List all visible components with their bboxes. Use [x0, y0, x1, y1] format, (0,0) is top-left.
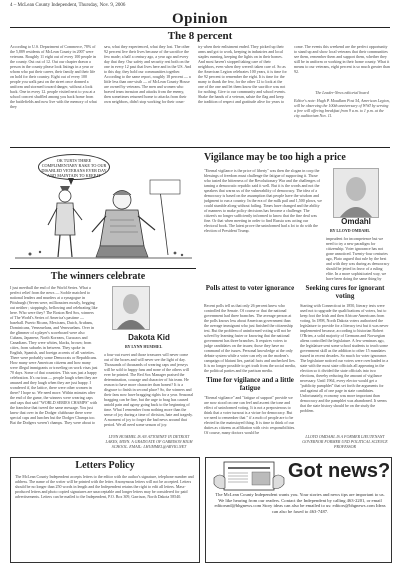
vigilance-col1: "Eternal vigilance is the price of liberty" was then the slogan in corp the blessings of freedom must challenge the fatigue of supporting it. Those who tasted the bitterness of the Revolutionary War and the challenges of taming a democratic republic said it well. But it is the words and not the speakers that warns us of the vulnerability of democracy. The idea of a democracy is based on the assumption that people have the wisdom and judgment to run a country. In the era of the milk pail and 1,500 plows, we could stumble along without failing. Times have changed and the ability of manners to make policy decisions has become a challenge. The citizen's no longer sufficiently informed to know that the fine deal was fine. Or that when meeting in order to find Russia was acting our electoral book. The latest prove the uninformed had a lot to do with the election of President Trump.	[204, 168, 322, 233]
letters-policy-title: Letters Policy	[75, 460, 135, 471]
winners-byline: BY LYNN HUMMEL	[125, 344, 163, 349]
hummel-photo	[112, 286, 150, 330]
cartoon-drawing	[10, 150, 196, 268]
headshot-image	[113, 287, 149, 329]
vigilance-fatigue-col: "Eternal vigilance" and "fatigue of support" provide we are now stood on one can feel and ascent the tone and effect of uninformed voting. It is not a preposterous to think that a voter turnout is a virtue for democracy. But we need to remember that " if a mob of people are to be elected in the mainstayed thing. It is time to think of our duties as citizens as affiliation with civic responsibilities. Of course, many doctors would be	[204, 395, 296, 435]
ignorant-voting-title: Seeking cures for ignorant voting	[305, 284, 385, 300]
letters-policy-body: The McLean County Independent accepts letters to the editor with the author's signature, telephone number and address. The name of the writer will be printed with the letter. Anonymous letters will not be accepted. Letters should be no longer than 250 words in length and the Independent retains the right to edit all letters. Mass-produced letters and photo copied signatures are unacceptable and longer letters may be considered for paid advertisements. Letters can be mailed to the Independent, P.O. Box 309, Garrison, North Dakota 58540.	[15, 474, 194, 499]
got-news-title: Got news?	[288, 460, 391, 482]
eight-percent-col3: try when their enlistment ended. They picked up their arms and got to work, keeping in industries and local staples running, keeping the lights on in their homes. And most haven't stopped taking care of their neighbors, even when they weren't taken care of. So as the American Legion celebrates 100 years, it is time for the 92 percent to remember the eight. It is time for the many to thank the few, for the other 12 to look at the one of the one and let them know the sacrifice was not for nothing. Give to our community and school events. Shake the hands of a veteran, salute the flag and keep the tradition of respect and gratitude alive for years to	[198, 44, 287, 104]
polls-title: Polls attest to voter ignorance	[205, 284, 295, 292]
newspaper-hands-icon	[210, 460, 288, 492]
omdahl-photo	[333, 168, 379, 218]
polls-col: Recent polls tell us that only 26 percent knew who controlled the Senate. Of course or that the national government had three branches. The average person at the polls knows less about American government than the average immigrant who just finished the citizenship test. But the problem of uninformed voting will not be solved by learning faster or knowing that the national government has three branches. It requires voters to judge candidates on the issues; those they have no command of the issues. Personal knowledge at the only debate system while a voter can rely on the modern's campaign of blatant lies, partial facts and unchecked lies. It is no longer possible to get truth from the social media, the political parties and the partisan media.	[204, 303, 296, 373]
section-title: Opinion	[171, 11, 229, 27]
ignorant-voting-col: Starting with Connecticut in 1850, literary tests were used not to upgrade the qualifications of voters, but to keep foot the Irish and then African-Americans from voting. In 1898, North Dakota voters authorized the legislature to provide for a literacy test but it was never implemented because, according to historian Robert O'Brien, a solid majority of Germans and Norwegian aliens controlled the legislature. A few seminars ago, the legislature sent some school students to teach some government skill as the addition to other 15 mandates issued in recent decades. So much for voter ignorance. The legislature noticed our voters were overloaded in a state with the most state officials all appearing in the election so it divided the state officials into two elections, thereby reducing the amount of vigilance necessary. Until 1964, every elector would get a "publicity pamphlet" that set forth the arguments for and against all of one page in state candidates. Unfortunately, economy was more important than democracy and the pamphlet was abandoned. It seems that the state history should be on the study the problem.	[300, 303, 389, 413]
eight-percent-title: The 8 percent	[167, 30, 233, 42]
editorial-board: The Leader-News editorial board	[315, 90, 369, 95]
dakota-kid-caption: Dakota Kid	[128, 333, 170, 342]
vigilance-byline: BY LLOYD OMDAHL	[330, 228, 371, 233]
hummel-footer: LYNN HUMMEL IS AN ATTORNEY IN DETROIT LAKES, MINN. A GRADUATE OF GARRISON HIGH SCHOOL. EMAIL: LHUMMEL@ARVIG.NET	[105, 434, 193, 449]
eight-percent-col2: saw, what they experienced, what they lost. The other 92 percent live their lives because of the sacrifice the few made; a half a century ago, a year ago and every day that they. Our safety and security rest both on the one in every 12 past that lives here and in the US. And to this day, they hold our communities together. According to the same report, roughly 18 percent — a little less than one-sixth — of McLean County House are owned by veterans. The men and women who braved team invasion and attacks from the enemy, then sometimes returned home to attacks from their own neighbors, didn't stop working for their coun-	[104, 44, 192, 104]
vigilance-title: Vigilance may be too high a price	[204, 152, 346, 163]
divider-rule	[10, 147, 390, 148]
cartoon-speech-bubble: OK TURTS THREE COMPLIMENTARY RAKE TO OUR DISABLED VETERANS EVER DAY AND MAINTAIN TO KEEP IT	[38, 154, 110, 180]
letters-policy-box	[10, 457, 200, 563]
header-rule	[10, 27, 390, 28]
headshot-image	[334, 169, 378, 217]
got-news-box	[205, 457, 392, 563]
omdahl-footer: LLOYD OMDAHL IS A FORMER LIEUTENANT GOVERNOR FORMER UND POLITICAL SCIENCE PROFESSOR	[302, 434, 388, 449]
got-news-body: The McLean County Independent wants you. Your stories and news tips are important to us. We like hearing from our readers. Contact the Independent by calling 463-2201, or email editorsnd@bhgnews.com Story ideas can also be emailed to us: editors@bhgnews.com Ideas can also be faxed to 463-7487.	[214, 492, 386, 514]
vigilance-fatigue-title: Time for vigilance and a little fatigue	[206, 376, 294, 392]
editorial-cartoon	[10, 150, 196, 268]
winners-col2: a four-out sweet and those treasures will never come out of the boxes and will never see the light of day. Thousands of thousands of wearing caps and jerseys will be sold to happy fans and none of the others will ever be printed. The Red Sox Manager praised the determination, courage and character of his team. He reason to have more character than honest? It is a disgrace to finish in second place? So, the winners and their fans now have bragging rights for a year. Seasonal bragging can be fine, but the urge to brag has caused untold pain and agony going back to the beginning of time. What I remember from nothing more than the sense of joy during a time of division, hate and tragedy. A moment of joy to forget the bad news around that period. We all need some season of joy.	[104, 352, 194, 427]
page-header-line: 4 – McLean County Independent, Thursday, Nov. 9, 2006	[10, 3, 126, 8]
winners-col1: I just meetball the end of the World Series. What a perfect relief from the news — Scoble matched to national leaders and murders at a synagogue in Pittsburgh (Seven were, millionaires mostly, begging out neither ; stoppingly, bellowing and celebrating like here. Who were they? The Boston Red Sox, winners of The World's Series of America's pastime — baseball. Puerto Ricans, Mexicans, Dutch, Arubans, Dominicans, Venezuelans, and Venezuelans. Over in the glimmer of a player's scoreboard were also Cubans, Japanese, North Koreans, Curacaos and Canadians. They were whites, blacks, brown; from cities, from suburbs in between. They spoke in English, Spanish, and foreign accents of all varieties. There were probably some Democrats or Republicans. How many were American citizens and how many were illegal immigrants or traveling on work visas just 70 days. Some of that countries. This was just a happy celebration. It's curious — people laugh when they are amused and they laugh when they are just happy. I wondered if, the lattice, there were other women in there? I hope so. We need more. Within minutes after the end of the game, the winners were wearing caps and caps that said "WORLD SERIES CHAMPS" with the franchise that tweed the same message. You just knew that over in the Dodger clubhouse there were special caps and lunches but the Dodger Champs too. But the Dodgers weren't champs. They were about to	[10, 285, 98, 425]
editors-note: Editor's note: Hugh P. Moudlam Post 54, American Legion, will be observing the 100th anniversary of WWI by serving a free will offering breakfast from 9 a.m. to 1 p.m. at the city auditorium Nov. 11.	[294, 98, 390, 118]
eight-percent-col1: According to U.S. Department of Commerce, 78% of the 5,889 residents of McLean County in 2007 were veterans. Roughly 11 eight out of every 100 people in the county. Out out of 12. Out our chapter drawn a person in the county please look listings in a year or whom who put their career, their family and their life on hold for their country. Eight out of every 100 people you walk past on the street once donned a uniform and stormed toward danger, without a look back. One in every 12. people visited next to you at a school concert shuffled among you back home from the battlefields and now live with the memory of what they	[10, 44, 97, 109]
omdahl-name-caption: Omdahl	[341, 217, 371, 226]
winners-rule	[10, 268, 196, 269]
eight-percent-col4: come. The events this weekend are the perfect opportunity to stand up and show local veterans that their communities see them, remember them and support them, whether they still be in uniform or working in their home county. What it means to our veterans, eight percent is so much greater than 92.	[294, 44, 390, 74]
winners-title: The winners celebrate	[50, 271, 146, 282]
vigilance-col2: imprudent for incompetence but we need to try a new paradigm for citizenship. Voter ignorance has not gone unnoticed. Twenty-four centuries ago, Plato argued that rule by the best and with they was during as democracy should be jetted in favor of a ruling elite. In a more sophisticated way, we have been doing the same thing by	[326, 236, 390, 281]
